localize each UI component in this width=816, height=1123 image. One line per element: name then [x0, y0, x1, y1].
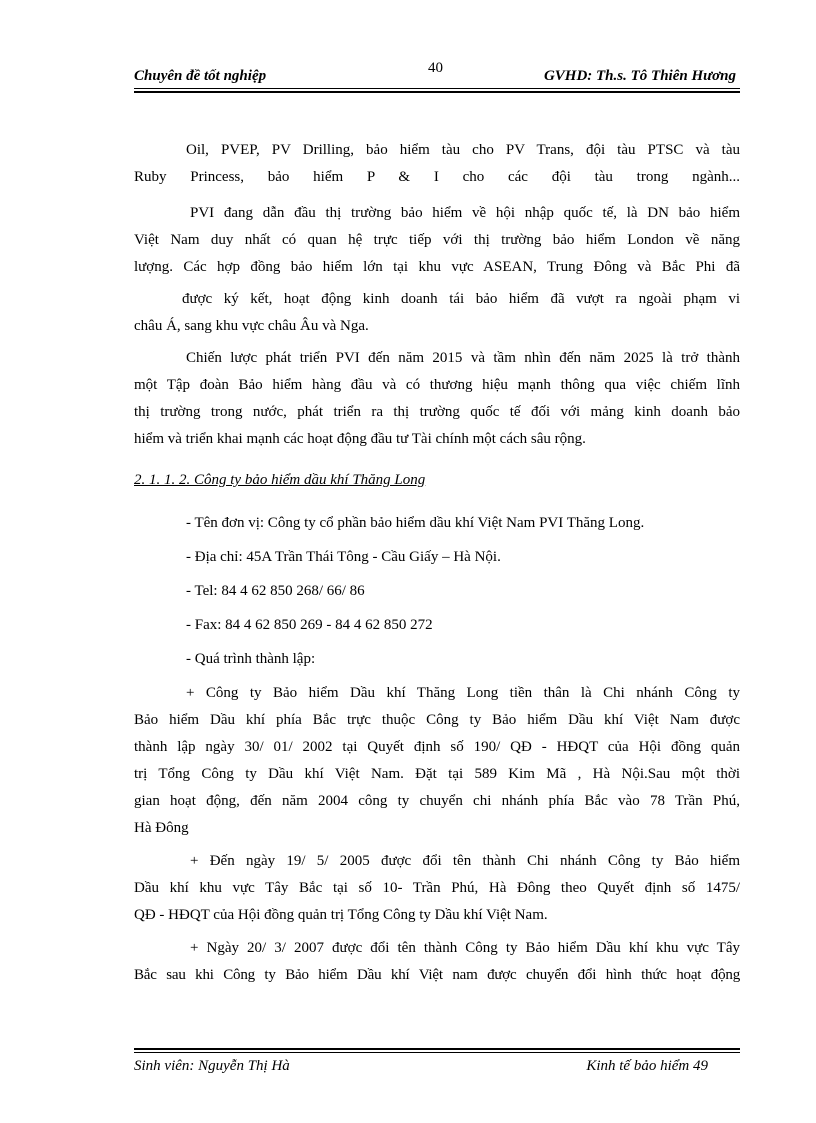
text-line: Dầu khí khu vực Tây Bắc tại số 10- Trần Phú, Hà Đông theo Quyết định số 1475/ — [134, 880, 740, 896]
text-line: gian hoạt động, đến năm 2004 công ty chuyển chi nhánh phía Bắc vào 78 Trần Phú, — [134, 793, 740, 809]
text-line: PVI đang dẫn đầu thị trường bảo hiểm về hội nhập quốc tế, là DN bảo hiểm — [190, 205, 740, 221]
text-line: Bảo hiểm Dầu khí phía Bắc trực thuộc Công ty Bảo hiểm Dầu khí Việt Nam được — [134, 712, 740, 728]
header-rule-thick — [134, 91, 740, 93]
text-line: + Đến ngày 19/ 5/ 2005 được đổi tên thành Chi nhánh Công ty Bảo hiểm — [190, 853, 740, 869]
text-line: Việt Nam duy nhất có quan hệ trực tiếp với thị trường bảo hiểm London về năng — [134, 232, 740, 248]
text-line: trị Tổng Công ty Dầu khí Việt Nam. Đặt tại 589 Kim Mã , Hà Nội.Sau một thời — [134, 766, 740, 782]
footer-rule-thin — [134, 1052, 740, 1053]
header-rule-thin — [134, 88, 740, 89]
info-line: - Tên đơn vị: Công ty cổ phần bảo hiểm dầu khí Việt Nam PVI Thăng Long. — [186, 515, 645, 531]
text-line: thị trường trong nước, phát triển ra thị trường quốc tế đối với mảng kinh doanh bảo — [134, 404, 740, 420]
info-line: - Quá trình thành lập: — [186, 651, 316, 667]
text-line: được ký kết, hoạt động kinh doanh tái bảo hiểm đã vượt ra ngoài phạm vi — [182, 291, 740, 307]
text-line: Ruby Princess, bảo hiểm P & I cho các đội tàu trong ngành... — [134, 169, 740, 185]
text-line: + Công ty Bảo hiểm Dầu khí Thăng Long tiền thân là Chi nhánh Công ty — [186, 685, 740, 701]
text-line: hiểm và triển khai mạnh các hoạt động đầu tư Tài chính một cách sâu rộng. — [134, 431, 586, 447]
text-line: QĐ - HĐQT của Hội đồng quản trị Tổng Công ty Dầu khí Việt Nam. — [134, 907, 548, 923]
header-right: GVHD: Th.s. Tô Thiên Hương — [543, 68, 736, 84]
text-line: Bắc sau khi Công ty Bảo hiểm Dầu khí Việt nam được chuyển đổi hình thức hoạt động — [134, 967, 740, 983]
text-line: Chiến lược phát triển PVI đến năm 2015 và tầm nhìn đến năm 2025 là trở thành — [186, 350, 740, 366]
footer-right: Kinh tế bảo hiểm 49 — [586, 1058, 708, 1074]
section-heading: 2. 1. 1. 2. Công ty bảo hiểm dầu khí Thăng Long — [134, 472, 426, 488]
text-line: lượng. Các hợp đồng bảo hiểm lớn tại khu vực ASEAN, Trung Đông và Bắc Phi đã — [134, 259, 740, 275]
text-line: châu Á, sang khu vực châu Âu và Nga. — [134, 318, 369, 334]
footer-left: Sinh viên: Nguyễn Thị Hà — [134, 1058, 290, 1074]
footer-rule-thick — [134, 1048, 740, 1050]
text-line: thành lập ngày 30/ 01/ 2002 tại Quyết định số 190/ QĐ - HĐQT của Hội đồng quản — [134, 739, 740, 755]
info-line: - Fax: 84 4 62 850 269 - 84 4 62 850 272 — [186, 617, 433, 633]
text-line: Oil, PVEP, PV Drilling, bảo hiểm tàu cho PV Trans, đội tàu PTSC và tàu — [186, 142, 740, 158]
header-left: Chuyên đề tốt nghiệp — [134, 68, 267, 84]
text-line: + Ngày 20/ 3/ 2007 được đổi tên thành Công ty Bảo hiểm Dầu khí khu vực Tây — [190, 940, 740, 956]
page-number: 40 — [428, 60, 443, 76]
text-line: Hà Đông — [134, 820, 189, 836]
info-line: - Địa chỉ: 45A Trần Thái Tông - Cầu Giấy – Hà Nội. — [186, 549, 501, 565]
text-line: một Tập đoàn Bảo hiểm hàng đầu và có thương hiệu mạnh thông qua việc chiếm lĩnh — [134, 377, 740, 393]
info-line: - Tel: 84 4 62 850 268/ 66/ 86 — [186, 583, 365, 599]
